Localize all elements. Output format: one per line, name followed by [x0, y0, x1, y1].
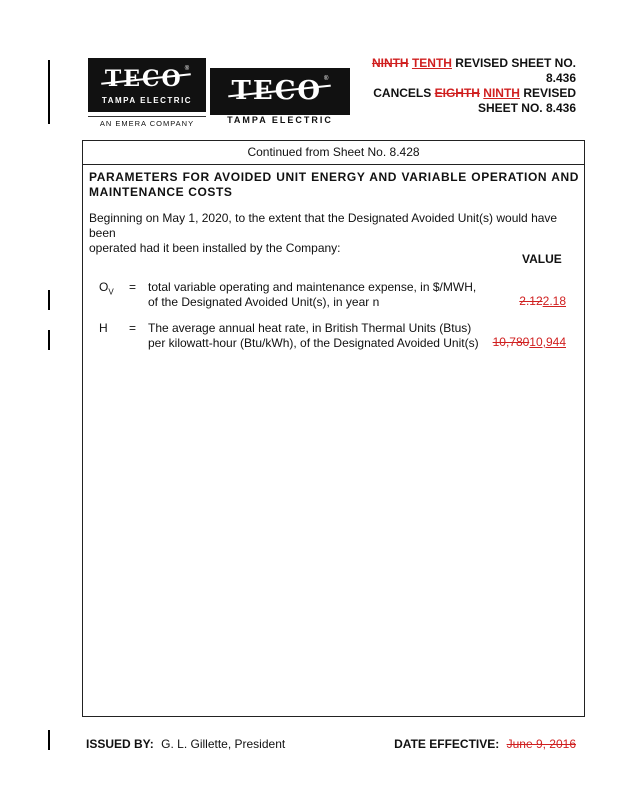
divider: [82, 164, 585, 165]
param-symbol: [99, 280, 114, 299]
deleted-date: June 9, 2016: [506, 737, 576, 751]
definition-line: The average annual heat rate, in British Thermal Units (Btus): [148, 321, 472, 335]
logo-caption: AN EMERA COMPANY: [88, 116, 206, 128]
revision-bar: [48, 290, 50, 310]
inserted-text: TENTH: [411, 56, 452, 70]
symbol-text: H: [99, 321, 108, 335]
date-effective: [394, 737, 576, 752]
issued-label: ISSUED BY:: [86, 737, 154, 751]
teco-logo-emera: TECO ® TAMPA ELECTRIC: [88, 58, 206, 112]
intro-line: Beginning on May 1, 2020, to the extent that the Designated Avoided Unit(s) would have been: [89, 211, 558, 240]
inserted-text: NINTH: [483, 86, 520, 100]
intro-line: operated had it been installed by the Company:: [89, 241, 341, 255]
param-equals: =: [129, 321, 137, 335]
effective-label: DATE EFFECTIVE:: [394, 737, 500, 751]
issued-value: G. L. Gillette, President: [161, 737, 286, 751]
section-title: [89, 170, 579, 200]
logo-subtitle: TAMPA ELECTRIC: [101, 96, 193, 105]
param-equals: =: [129, 280, 137, 294]
deleted-text: NINTH: [371, 56, 409, 70]
revision-bar: [48, 60, 50, 124]
revision-bar: [48, 730, 50, 750]
teco-logo: TECO ®: [210, 68, 350, 118]
deleted-value: 2.12: [519, 294, 543, 308]
cancels-line: [336, 86, 576, 101]
symbol-text: O: [99, 280, 109, 294]
title-line: PARAMETERS FOR AVOIDED UNIT ENERGY AND VARIABLE OPERATION AND: [89, 170, 579, 184]
logo-subtitle: TAMPA ELECTRIC: [210, 115, 350, 125]
cancels-label: CANCELS: [373, 86, 432, 100]
definition-line: per kilowatt-hour (Btu/kWh), of the Designated Avoided Unit(s): [148, 336, 479, 350]
revision-bar: [48, 330, 50, 350]
logo-wordmark: TECO: [104, 66, 183, 92]
definition-line: of the Designated Avoided Unit(s), in year n: [148, 295, 380, 309]
symbol-subscript: V: [108, 287, 114, 297]
title-line: MAINTENANCE COSTS: [89, 185, 233, 199]
param-symbol: [99, 321, 108, 336]
deleted-value: 10,780: [492, 335, 530, 349]
inserted-value: 10,944: [529, 335, 566, 349]
deleted-text: EIGHTH: [434, 86, 480, 100]
definition-line: total variable operating and maintenance expense, in $/MWH,: [148, 280, 477, 294]
param-definition: [148, 280, 493, 310]
sheet-number: 8.436: [545, 71, 576, 85]
param-value: [519, 294, 566, 309]
param-definition: [148, 321, 493, 351]
sheet-revision-line: [336, 56, 576, 71]
sheet-header: [336, 56, 576, 116]
issued-by: [86, 737, 285, 752]
logo-wordmark: TECO: [231, 76, 323, 106]
sheet-label: REVISED SHEET NO.: [455, 56, 576, 70]
revised-label: REVISED: [523, 86, 576, 100]
continued-note: Continued from Sheet No. 8.428: [247, 145, 420, 159]
param-value: [493, 335, 566, 350]
value-column-header: VALUE: [522, 252, 562, 266]
intro-paragraph: [89, 211, 584, 256]
inserted-value: 2.18: [542, 294, 566, 308]
cancelled-sheet-number: SHEET NO. 8.436: [477, 101, 576, 115]
